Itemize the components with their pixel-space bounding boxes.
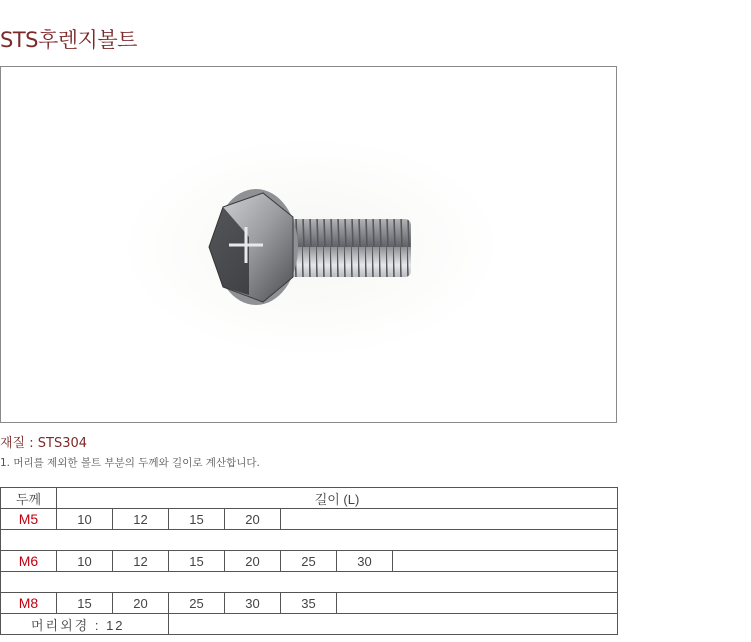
empty-cell [169,614,618,635]
spacer-row [1,530,618,551]
empty-cell [1,530,618,551]
size-cell: M8 [1,593,57,614]
empty-cell [281,509,618,530]
empty-cell [337,593,618,614]
spec-table [0,487,618,635]
table-header-row [1,488,618,509]
length-cell: 15 [169,551,225,572]
length-cell: 12 [113,509,169,530]
length-cell: 20 [225,551,281,572]
size-cell: M5 [1,509,57,530]
length-cell: 10 [57,551,113,572]
length-cell: 30 [337,551,393,572]
table-row [1,551,618,572]
length-cell: 15 [57,593,113,614]
empty-cell [393,551,618,572]
length-header: 길이 (L) [57,488,618,509]
length-cell: 15 [169,509,225,530]
head-diameter-cell: 머리외경 : 12 [1,614,169,635]
table-row [1,509,618,530]
length-cell: 20 [225,509,281,530]
thickness-header: 두께 [1,488,57,509]
calculation-note: 1. 머리를 제외한 볼트 부분의 두께와 길이로 계산합니다. [0,457,260,469]
material-label: 재질 : STS304 [0,436,88,451]
length-cell: 25 [281,551,337,572]
spacer-row [1,572,618,593]
length-cell: 20 [113,593,169,614]
bolt-shaft [286,219,411,277]
table-row [1,614,618,635]
page-title: STS후렌지볼트 [0,28,137,52]
length-cell: 12 [113,551,169,572]
table-row [1,593,618,614]
length-cell: 10 [57,509,113,530]
length-cell: 25 [169,593,225,614]
length-cell: 35 [281,593,337,614]
product-photo [0,66,617,423]
length-cell: 30 [225,593,281,614]
size-cell: M6 [1,551,57,572]
empty-cell [1,572,618,593]
